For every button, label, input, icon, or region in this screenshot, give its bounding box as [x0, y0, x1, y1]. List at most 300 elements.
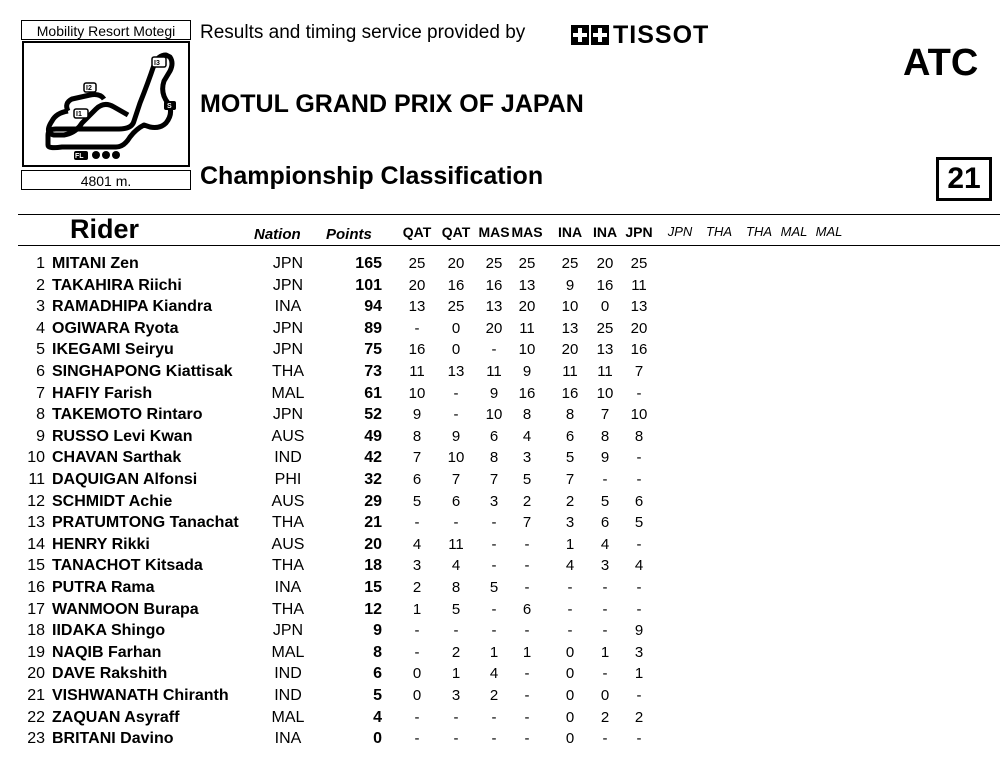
position-cell: 11: [28, 471, 45, 488]
race-result-cell: 10: [561, 298, 579, 316]
race-result-cell: 4: [600, 535, 610, 553]
race-result-cell: 2: [600, 708, 610, 726]
race-result-cell: 3: [412, 557, 422, 575]
race-result-cell: 6: [451, 492, 461, 510]
race-result-cell: 25: [630, 255, 648, 272]
svg-text:I2: I2: [86, 85, 92, 92]
round-number: 21: [936, 157, 992, 201]
column-header-race: QAT: [402, 224, 432, 240]
race-result-cell: 0: [565, 643, 575, 661]
race-result-cell: -: [491, 514, 497, 532]
race-result-cell: -: [524, 687, 530, 704]
points-cell: 15: [364, 579, 382, 596]
race-result-cell: 11: [409, 363, 425, 380]
race-result-cell: 6: [489, 427, 499, 445]
race-result-cell: -: [491, 535, 497, 553]
race-result-cell: 6: [412, 471, 422, 488]
points-cell: 0: [373, 730, 382, 748]
race-result-cell: -: [636, 730, 642, 748]
rider-name-cell: MITANI Zen: [52, 255, 139, 272]
rider-name-cell: DAVE Rakshith: [52, 665, 168, 683]
race-result-cell: 5: [565, 449, 575, 467]
points-cell: 49: [364, 427, 382, 445]
race-result-cell: 1: [565, 535, 575, 553]
race-result-cell: 1: [522, 643, 532, 661]
race-result-cell: -: [414, 319, 420, 337]
nation-cell: JPN: [272, 406, 304, 424]
position-cell: 13: [27, 514, 45, 532]
points-cell: 94: [364, 298, 382, 316]
race-result-cell: -: [524, 622, 530, 640]
svg-text:FL: FL: [75, 153, 84, 160]
race-result-cell: 13: [596, 341, 614, 359]
table-row: [0, 428, 1006, 449]
race-result-cell: -: [602, 622, 608, 640]
race-result-cell: 0: [565, 730, 575, 748]
race-result-cell: -: [414, 708, 420, 726]
points-cell: 4: [373, 708, 382, 726]
rider-name-cell: NAQIB Farhan: [52, 643, 162, 661]
table-row: [0, 665, 1006, 686]
race-result-cell: 25: [561, 255, 579, 272]
nation-cell: AUS: [271, 535, 305, 553]
race-result-cell: 7: [489, 471, 499, 488]
race-result-cell: 20: [408, 276, 426, 294]
race-result-cell: 10: [485, 406, 503, 424]
race-result-cell: 0: [451, 319, 461, 337]
race-result-cell: 6: [600, 514, 610, 532]
rider-name-cell: DAQUIGAN Alfonsi: [52, 471, 198, 488]
nation-cell: MAL: [271, 384, 305, 402]
nation-cell: IND: [274, 449, 302, 467]
table-row: [0, 298, 1006, 319]
column-header-race: JPN: [625, 224, 653, 240]
position-cell: 16: [27, 579, 45, 596]
race-result-cell: -: [602, 600, 608, 618]
race-result-cell: -: [491, 622, 497, 640]
column-header-points: Points: [326, 226, 372, 243]
points-cell: 61: [364, 384, 382, 402]
track-layout-icon: [24, 43, 188, 165]
nation-cell: JPN: [272, 319, 304, 337]
race-result-cell: 11: [562, 363, 578, 380]
race-result-cell: 3: [522, 449, 532, 467]
points-cell: 6: [373, 665, 382, 683]
race-result-cell: 25: [408, 255, 426, 272]
points-cell: 89: [364, 319, 382, 337]
nation-cell: THA: [272, 557, 304, 575]
race-result-cell: 6: [634, 492, 644, 510]
column-header-race: INA: [557, 224, 583, 240]
race-result-cell: -: [636, 384, 642, 402]
race-result-cell: -: [636, 535, 642, 553]
nation-cell: IND: [274, 665, 302, 683]
rider-name-cell: RAMADHIPA Kiandra: [52, 298, 213, 316]
race-result-cell: 10: [630, 406, 648, 424]
table-row: [0, 622, 1006, 643]
position-cell: 15: [27, 557, 45, 575]
rider-name-cell: OGIWARA Ryota: [52, 319, 179, 337]
race-result-cell: -: [524, 708, 530, 726]
race-result-cell: 0: [600, 298, 610, 316]
race-result-cell: 6: [565, 427, 575, 445]
rider-name-cell: BRITANI Davino: [52, 730, 174, 748]
race-result-cell: -: [636, 579, 642, 596]
race-result-cell: 3: [634, 643, 644, 661]
rider-name-cell: TANACHOT Kitsada: [52, 557, 203, 575]
race-result-cell: 8: [565, 406, 575, 424]
position-cell: 20: [27, 665, 45, 683]
points-cell: 73: [364, 363, 382, 380]
table-row: [0, 449, 1006, 470]
race-result-cell: -: [567, 600, 573, 618]
header-bottom-rule: [18, 245, 1000, 246]
race-result-cell: 2: [412, 579, 422, 596]
position-cell: 12: [27, 492, 45, 510]
timing-provider-text: Results and timing service provided by: [200, 22, 526, 43]
race-result-cell: 13: [447, 363, 465, 380]
race-result-cell: 0: [565, 687, 575, 704]
circuit-map: [22, 41, 190, 167]
race-result-cell: 1: [412, 600, 422, 618]
table-row: [0, 493, 1006, 514]
nation-cell: THA: [272, 514, 304, 532]
race-result-cell: 16: [630, 341, 648, 359]
race-result-cell: 25: [485, 255, 503, 272]
race-result-cell: -: [491, 557, 497, 575]
race-result-cell: -: [567, 622, 573, 640]
race-result-cell: 0: [565, 708, 575, 726]
race-result-cell: -: [524, 535, 530, 553]
race-result-cell: 6: [522, 600, 532, 618]
rider-name-cell: RUSSO Levi Kwan: [52, 427, 193, 445]
race-result-cell: -: [491, 341, 497, 359]
race-result-cell: 5: [412, 492, 422, 510]
race-result-cell: 3: [451, 687, 461, 704]
race-result-cell: 25: [596, 319, 614, 337]
nation-cell: THA: [272, 600, 304, 618]
race-result-cell: 11: [631, 276, 647, 294]
nation-cell: THA: [272, 363, 304, 380]
table-row: [0, 406, 1006, 427]
race-result-cell: -: [602, 471, 608, 488]
column-header-race: JPN: [667, 224, 693, 239]
race-result-cell: 20: [447, 255, 465, 272]
nation-cell: IND: [274, 687, 302, 704]
race-result-cell: 7: [412, 449, 422, 467]
points-cell: 32: [364, 471, 382, 488]
rider-name-cell: PRATUMTONG Tanachat: [52, 514, 239, 532]
race-result-cell: -: [636, 449, 642, 467]
table-row: [0, 341, 1006, 362]
race-result-cell: 4: [451, 557, 461, 575]
column-header-nation: Nation: [254, 226, 301, 243]
position-cell: 2: [36, 276, 45, 294]
race-result-cell: 3: [489, 492, 499, 510]
race-result-cell: -: [567, 579, 573, 596]
points-cell: 101: [355, 276, 382, 294]
race-result-cell: 2: [522, 492, 532, 510]
points-cell: 21: [364, 514, 382, 532]
points-cell: 20: [364, 535, 382, 553]
race-result-cell: 5: [451, 600, 461, 618]
table-row: [0, 536, 1006, 557]
race-result-cell: 16: [485, 276, 503, 294]
circuit-length: 4801 m.: [21, 170, 191, 190]
nation-cell: INA: [274, 298, 302, 316]
race-result-cell: 0: [600, 687, 610, 704]
race-result-cell: -: [636, 600, 642, 618]
race-result-cell: 13: [561, 319, 579, 337]
race-result-cell: 10: [518, 341, 536, 359]
position-cell: 6: [36, 363, 45, 380]
race-result-cell: 1: [451, 665, 461, 683]
race-result-cell: -: [453, 622, 459, 640]
race-result-cell: 4: [522, 427, 532, 445]
points-cell: 42: [364, 449, 382, 467]
position-cell: 1: [36, 255, 45, 272]
race-result-cell: 16: [518, 384, 536, 402]
position-cell: 9: [36, 427, 45, 445]
position-cell: 22: [27, 708, 45, 726]
race-result-cell: -: [414, 622, 420, 640]
rider-name-cell: VISHWANATH Chiranth: [52, 687, 229, 704]
position-cell: 14: [27, 535, 45, 553]
race-result-cell: 9: [451, 427, 461, 445]
race-result-cell: 10: [447, 449, 465, 467]
header-top-rule: [18, 214, 1000, 215]
position-cell: 17: [27, 600, 45, 618]
rider-name-cell: IIDAKA Shingo: [52, 622, 166, 640]
position-cell: 4: [36, 319, 45, 337]
race-result-cell: -: [602, 730, 608, 748]
race-result-cell: -: [602, 579, 608, 596]
points-cell: 5: [373, 687, 382, 704]
race-result-cell: 20: [596, 255, 614, 272]
table-row: [0, 385, 1006, 406]
points-cell: 165: [355, 255, 382, 272]
race-result-cell: 0: [451, 341, 461, 359]
table-row: [0, 557, 1006, 578]
race-result-cell: 16: [596, 276, 614, 294]
table-row: [0, 320, 1006, 341]
race-result-cell: 9: [489, 384, 499, 402]
race-result-cell: -: [524, 665, 530, 683]
race-result-cell: 10: [596, 384, 614, 402]
nation-cell: JPN: [272, 341, 304, 359]
race-result-cell: 0: [412, 687, 422, 704]
column-header-rider: Rider: [70, 214, 140, 244]
points-cell: 75: [364, 341, 382, 359]
table-row: [0, 255, 1006, 276]
position-cell: 10: [27, 449, 45, 467]
svg-text:I3: I3: [154, 60, 160, 67]
table-row: [0, 579, 1006, 600]
race-result-cell: -: [414, 643, 420, 661]
table-row: [0, 601, 1006, 622]
race-result-cell: 7: [451, 471, 461, 488]
nation-cell: AUS: [271, 492, 305, 510]
column-header-race: THA: [706, 224, 732, 239]
race-result-cell: 20: [518, 298, 536, 316]
nation-cell: JPN: [272, 276, 304, 294]
race-result-cell: 2: [451, 643, 461, 661]
column-header-race: MAS: [511, 224, 543, 240]
position-cell: 5: [36, 341, 45, 359]
brand-name: TISSOT: [613, 20, 710, 49]
points-cell: 18: [364, 557, 382, 575]
race-result-cell: -: [524, 557, 530, 575]
race-result-cell: -: [524, 730, 530, 748]
race-result-cell: 16: [408, 341, 426, 359]
table-row: [0, 514, 1006, 535]
table-row: [0, 363, 1006, 384]
position-cell: 7: [36, 384, 45, 402]
table-row: [0, 471, 1006, 492]
race-result-cell: 20: [485, 319, 503, 337]
points-cell: 8: [373, 643, 382, 661]
points-cell: 52: [364, 406, 382, 424]
column-header-race: THA: [746, 224, 772, 239]
race-result-cell: -: [602, 665, 608, 683]
rider-name-cell: CHAVAN Sarthak: [52, 449, 182, 467]
race-result-cell: 13: [408, 298, 426, 316]
race-result-cell: 13: [518, 276, 536, 294]
points-cell: 9: [373, 622, 382, 640]
race-result-cell: 5: [522, 471, 532, 488]
race-result-cell: -: [491, 600, 497, 618]
race-result-cell: -: [453, 730, 459, 748]
race-result-cell: -: [453, 384, 459, 402]
race-result-cell: 9: [634, 622, 644, 640]
nation-cell: INA: [274, 730, 302, 748]
race-result-cell: 9: [412, 406, 422, 424]
race-result-cell: 13: [485, 298, 503, 316]
rider-name-cell: ZAQUAN Asyraff: [52, 708, 180, 726]
nation-cell: INA: [274, 579, 302, 596]
race-result-cell: 25: [447, 298, 465, 316]
race-result-cell: 1: [600, 643, 610, 661]
race-result-cell: 0: [565, 665, 575, 683]
race-result-cell: 8: [522, 406, 532, 424]
rider-name-cell: PUTRA Rama: [52, 579, 155, 596]
race-result-cell: 7: [600, 406, 610, 424]
table-row: [0, 644, 1006, 665]
rider-name-cell: WANMOON Burapa: [52, 600, 199, 618]
race-result-cell: -: [524, 579, 530, 596]
race-result-cell: 2: [634, 708, 644, 726]
race-result-cell: 0: [412, 665, 422, 683]
nation-cell: MAL: [271, 643, 305, 661]
race-result-cell: -: [491, 730, 497, 748]
column-header-race: MAS: [478, 224, 510, 240]
race-result-cell: 1: [634, 665, 644, 683]
race-result-cell: 5: [489, 579, 499, 596]
race-result-cell: 8: [412, 427, 422, 445]
race-result-cell: 10: [408, 384, 426, 402]
nation-cell: MAL: [271, 708, 305, 726]
nation-cell: PHI: [274, 471, 302, 488]
race-result-cell: 9: [600, 449, 610, 467]
race-result-cell: 13: [630, 298, 648, 316]
race-result-cell: -: [453, 708, 459, 726]
race-result-cell: 5: [634, 514, 644, 532]
table-row: [0, 687, 1006, 708]
tissot-logo: [571, 22, 709, 48]
column-header-race: INA: [592, 224, 618, 240]
race-result-cell: 5: [600, 492, 610, 510]
column-header-race: MAL: [815, 224, 843, 239]
race-result-cell: 7: [522, 514, 532, 532]
rider-name-cell: IKEGAMI Seiryu: [52, 341, 174, 359]
race-result-cell: 3: [565, 514, 575, 532]
nation-cell: JPN: [272, 255, 304, 272]
event-title: MOTUL GRAND PRIX OF JAPAN: [200, 90, 584, 118]
position-cell: 19: [27, 643, 45, 661]
race-result-cell: 8: [489, 449, 499, 467]
race-result-cell: 20: [561, 341, 579, 359]
points-cell: 29: [364, 492, 382, 510]
race-result-cell: 11: [597, 363, 613, 380]
position-cell: 8: [36, 406, 45, 424]
race-result-cell: -: [414, 730, 420, 748]
race-result-cell: 11: [519, 319, 535, 337]
position-cell: 21: [27, 687, 45, 704]
position-cell: 18: [27, 622, 45, 640]
rider-name-cell: SINGHAPONG Kiattisak: [52, 363, 233, 380]
race-result-cell: 16: [561, 384, 579, 402]
table-row: [0, 277, 1006, 298]
race-result-cell: 2: [489, 687, 499, 704]
race-result-cell: -: [636, 687, 642, 704]
race-result-cell: 9: [522, 363, 532, 380]
race-result-cell: 4: [634, 557, 644, 575]
nation-cell: AUS: [271, 427, 305, 445]
race-result-cell: 8: [600, 427, 610, 445]
document-title: Championship Classification: [200, 162, 544, 190]
race-result-cell: -: [491, 708, 497, 726]
race-result-cell: 8: [634, 427, 644, 445]
race-result-cell: 7: [634, 363, 644, 380]
table-row: [0, 709, 1006, 730]
svg-text:I1: I1: [76, 111, 82, 118]
race-result-cell: -: [414, 514, 420, 532]
rider-name-cell: HENRY Rikki: [52, 535, 150, 553]
rider-name-cell: SCHMIDT Achie: [52, 492, 173, 510]
position-cell: 3: [36, 298, 45, 316]
rider-name-cell: HAFIY Farish: [52, 384, 153, 402]
race-result-cell: 2: [565, 492, 575, 510]
race-result-cell: -: [453, 514, 459, 532]
tissot-cross-icon: [571, 25, 609, 45]
race-result-cell: 16: [447, 276, 465, 294]
column-header-race: QAT: [441, 224, 471, 240]
points-cell: 12: [364, 600, 382, 618]
class-code: ATC: [903, 42, 979, 84]
nation-cell: JPN: [272, 622, 304, 640]
circuit-name: Mobility Resort Motegi: [21, 20, 191, 40]
race-result-cell: 11: [448, 535, 464, 553]
race-result-cell: 1: [489, 643, 499, 661]
column-header-race: MAL: [780, 224, 808, 239]
rider-name-cell: TAKAHIRA Riichi: [52, 276, 182, 294]
race-result-cell: 4: [565, 557, 575, 575]
race-result-cell: 25: [518, 255, 536, 272]
race-result-cell: 8: [451, 579, 461, 596]
race-result-cell: 4: [412, 535, 422, 553]
race-result-cell: 11: [486, 363, 502, 380]
race-result-cell: -: [636, 471, 642, 488]
